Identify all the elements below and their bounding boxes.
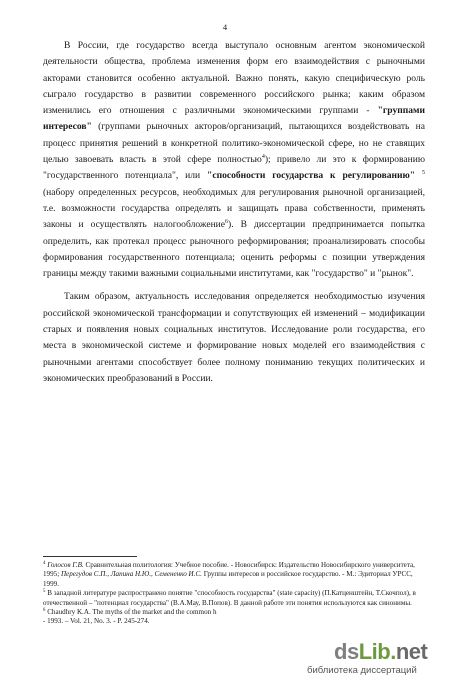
footnote-number: 4 bbox=[43, 561, 46, 566]
author-italic: Перегудов С.П., Лапина Н.Ю., Семененко И.С. bbox=[60, 570, 202, 579]
paragraph-1 bbox=[43, 38, 425, 282]
text-segment: (группами рыночных акторов/организаций, пытающихся воздействовать на процесс принятия решений в конкретной политико-экономической сфере, но не ставящих целью завоевать власть в этой сфере полностью bbox=[43, 121, 425, 166]
citation-text: Группы интересов и российское государство. - М.: Эдиториал УРСС, 1999. bbox=[43, 570, 413, 588]
footnote-ref-6[interactable]: 6 bbox=[225, 219, 229, 226]
page-number: 4 bbox=[222, 22, 228, 32]
watermark-subtitle: библиотека диссертаций bbox=[307, 665, 417, 676]
term-interest-groups: "группами интересов" bbox=[43, 105, 425, 133]
text-segment: ); привело ли это к формированию "государственного потенциала", или bbox=[43, 154, 425, 182]
text-segment: (набору определенных ресурсов, необходимых для регулирования рыночной организацией, т.е. возможности государства определять и защищать права собственности, применять законы и осуществлять налогообложение bbox=[43, 186, 425, 231]
footnote-4 bbox=[43, 561, 425, 589]
dslib-logo: dsLib.net bbox=[334, 639, 428, 664]
footnote-5 bbox=[43, 589, 425, 608]
footnote-number: 5 bbox=[43, 589, 46, 595]
footnote-text: В западной литературе распространено понятие "способность государства" (state capacity) (П.Катценштейн, Т.Скочпол), в отечественной – "потенциал государства" (В.А.Мау, В.Попов). В данной работе эти понятия используются как синонимы. bbox=[43, 589, 416, 607]
footnote-line: Chaudhry K.A. The myths of the market and the common h bbox=[47, 608, 217, 617]
term-state-capacity: "способности государства к регулированию" bbox=[207, 170, 416, 182]
dslib-watermark bbox=[307, 639, 445, 679]
text-segment: ). В диссертации предпринимается попытка определить, как протекал процесс рыночного реформирования; проанализировать способы формирования государственного потенциала; оценить реформы с позиции утверждения границы между такими важными социальными институтами, как "государство" и "рынок". bbox=[43, 219, 426, 280]
citation-text: Сравнительная политология: Учебное пособие. - Новосибирск: Издательство Новосибирского университета, 1995; bbox=[43, 561, 415, 579]
footnote-6 bbox=[43, 608, 425, 627]
text-segment: В России, где государство всегда выступало основным агентом экономической деятельности общества, проблема изменения форм его взаимодействия с рыночными акторами становится особенно актуальной. Важно понять, какую специфическую роль сыграло государство в развитии современного российского рынка; каким образом изменились его отношения с различными экономическими группами - bbox=[43, 40, 425, 117]
body-text bbox=[43, 38, 425, 394]
author-italic: Голосов Г.В. bbox=[47, 561, 84, 569]
footnote-separator bbox=[43, 556, 137, 557]
footnote-ref-4[interactable]: 4 bbox=[261, 154, 265, 161]
footnote-line: - 1993. – Vol. 21, No. 3. - P. 245-274. bbox=[43, 617, 150, 626]
footnote-number: 6 bbox=[43, 608, 46, 614]
footnote-ref-5[interactable]: 5 bbox=[422, 170, 425, 177]
footnotes bbox=[43, 561, 425, 627]
paragraph-2: Таким образом, актуальность исследования определяется необходимостью изучения российской экономической трансформации и сопутствующих ей изменений – модификации старых и появления новых социальных институтов. Исследование роли государства, его места в экономической системе и формирование новых моделей его взаимодействия с рыночными агентами способствует более полному пониманию текущих политических и экономических преобразований в России. bbox=[43, 291, 425, 384]
